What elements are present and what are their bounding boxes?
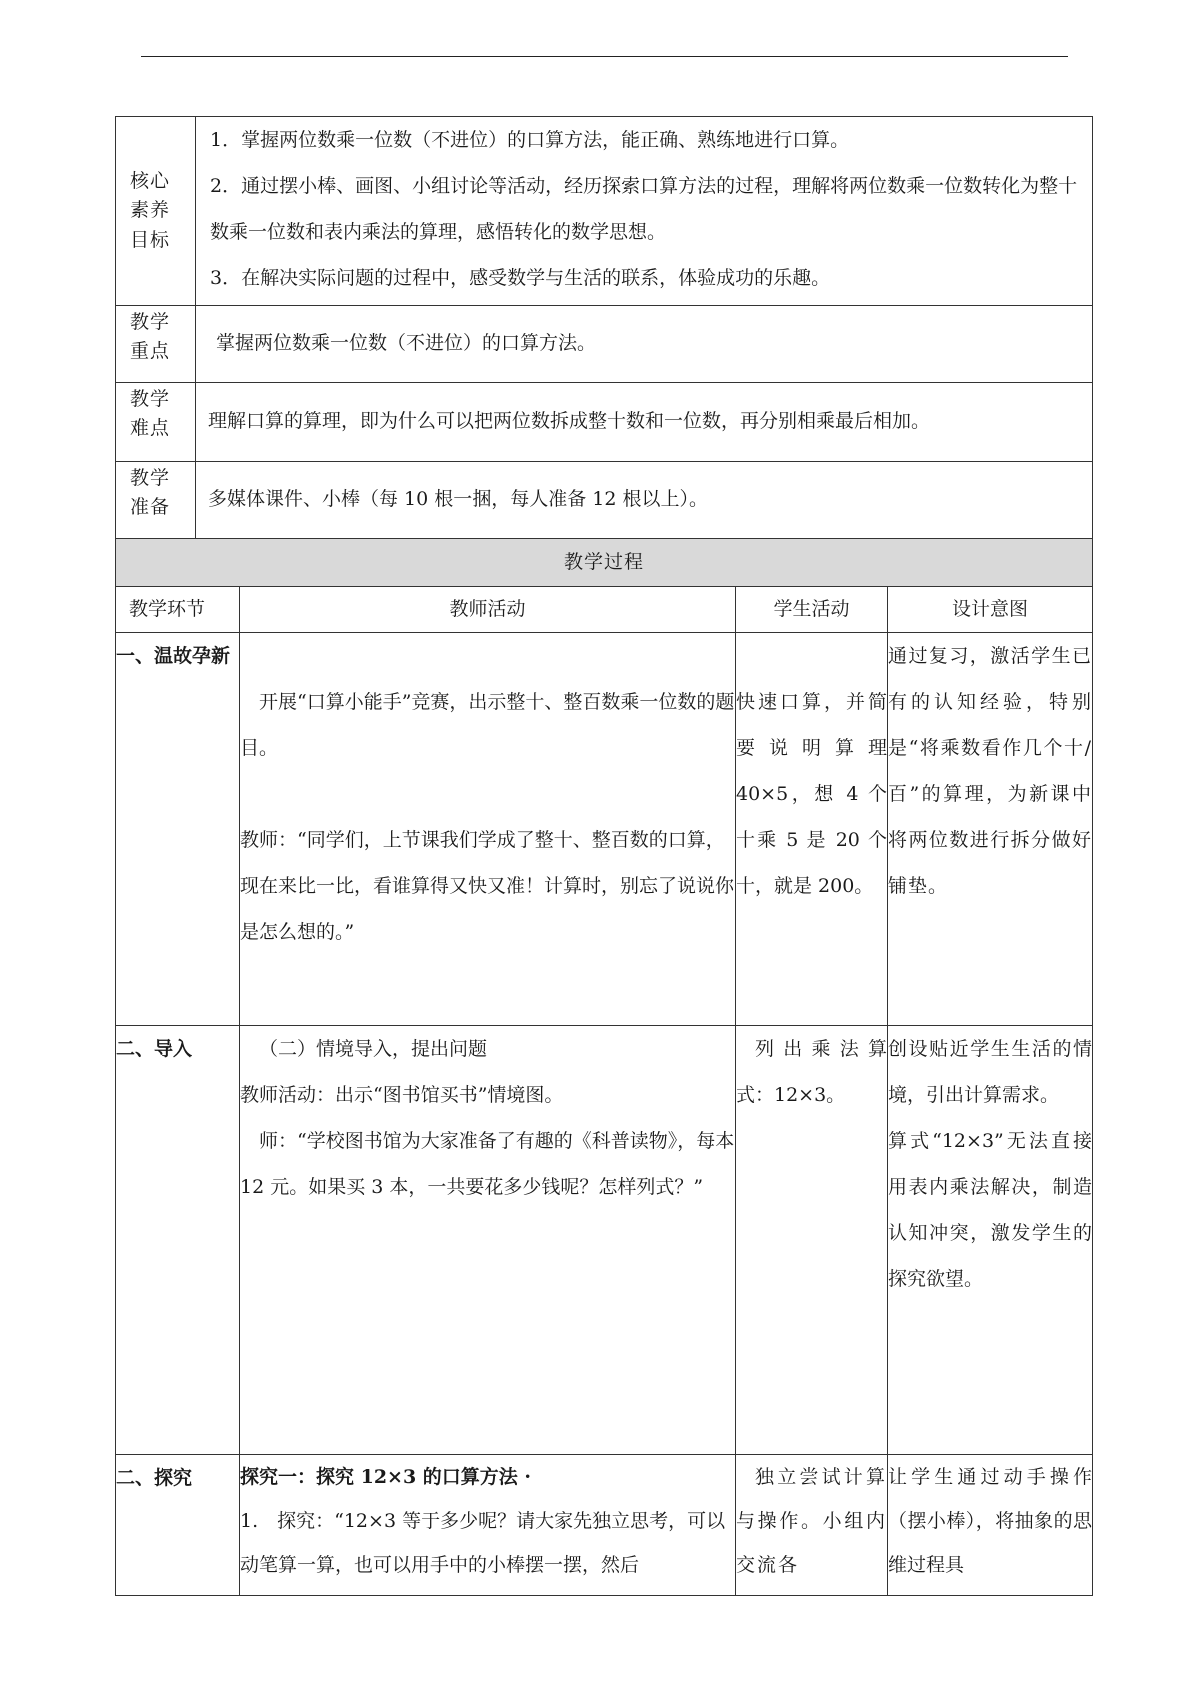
core-goals-content (196, 117, 1093, 306)
stage-cell: 二、导入 (116, 1026, 240, 1455)
preparation-text: 多媒体课件、小棒（每 10 根一捆，每人准备 12 根以上）。 (196, 462, 1093, 539)
header-rule (141, 56, 1068, 57)
teacher-paragraph: 师：“学校图书馆为大家准备了有趣的《科普读物》，每本 12 元。如果买 3 本，一共要花多少钱呢？怎样列式？” (240, 1130, 735, 1198)
teacher-paragraph: 开展“口算小能手”竞赛，出示整十、整百数乘一位数的题目。 (240, 691, 735, 759)
teacher-paragraph: （二）情境导入，提出问题 (259, 1038, 488, 1060)
key-point-label: 教学 重点 (116, 306, 196, 383)
student-cell: 快速口算，并简要说明算理 40×5，想 4 个十乘 5 是 20 个十，就是 200。 (736, 633, 888, 1026)
process-row (116, 1026, 1093, 1455)
goal-item: 3．在解决实际问题的过程中，感受数学与生活的联系，体验成功的乐趣。 (210, 267, 831, 289)
teacher-cell (240, 633, 736, 1026)
process-title: 教学过程 (116, 539, 1093, 587)
teacher-paragraph: 教师活动：出示“图书馆买书”情境图。 (240, 1084, 564, 1106)
intent-cell: 让学生通过动手操作（摆小棒），将抽象的思维过程具 (888, 1455, 1093, 1596)
stage-cell: 二、探究 (116, 1455, 240, 1596)
difficulty-label: 教学 难点 (116, 383, 196, 462)
process-row (116, 1455, 1093, 1596)
student-cell: 列出乘法算式：12×3。 (736, 1026, 888, 1455)
teacher-paragraph: 教师：“同学们，上节课我们学成了整十、整百数的口算，现在来比一比，看谁算得又快又准！计算时，别忘了说说你是怎么想的。” (240, 829, 735, 943)
stage-cell: 一、温故孕新 (116, 633, 240, 1026)
column-student: 学生活动 (736, 587, 888, 633)
intent-cell: 通过复习，激活学生已有的认知经验，特别是“将乘数看作几个十/百”的算理，为新课中将两位数进行拆分做好铺垫。 (888, 633, 1093, 1026)
teacher-paragraph: 1. 探究：“12×3 等于多少呢？请大家先独立思考，可以动笔算一算，也可以用手中的小棒摆一摆，然后 (240, 1510, 726, 1576)
core-goals-row (116, 117, 1093, 306)
process-row (116, 633, 1093, 1026)
teacher-cell (240, 1455, 736, 1596)
intent-cell (888, 1026, 1093, 1455)
column-stage: 教学环节 (116, 587, 240, 633)
teacher-cell (240, 1026, 736, 1455)
column-teacher: 教师活动 (240, 587, 736, 633)
difficulty-text: 理解口算的算理，即为什么可以把两位数拆成整十数和一位数，再分别相乘最后相加。 (196, 383, 1093, 462)
goal-item: 2．通过摆小棒、画图、小组讨论等活动，经历探索口算方法的过程，理解将两位数乘一位数转化为整十数乘一位数和表内乘法的算理，感悟转化的数学思想。 (210, 175, 1078, 243)
column-intent: 设计意图 (888, 587, 1093, 633)
intent-paragraph: 创设贴近学生生活的情境，引出计算需求。 (888, 1038, 1093, 1106)
lesson-plan-table (115, 116, 1093, 1596)
teacher-paragraph: 探究一：探究 12×3 的口算方法 · (240, 1466, 532, 1488)
student-cell: 独立尝试计算与操作。小组内交流各 (736, 1455, 888, 1596)
preparation-label: 教学 准备 (116, 462, 196, 539)
core-goals-label: 核心 素养 目标 (116, 117, 196, 306)
process-title-row (116, 539, 1093, 587)
difficulty-row (116, 383, 1093, 462)
process-columns-row (116, 587, 1093, 633)
key-point-row (116, 306, 1093, 383)
key-point-text: 掌握两位数乘一位数（不进位）的口算方法。 (196, 306, 1093, 383)
goal-item: 1．掌握两位数乘一位数（不进位）的口算方法，能正确、熟练地进行口算。 (210, 129, 850, 151)
intent-paragraph: 算式“12×3”无法直接用表内乘法解决，制造认知冲突，激发学生的探究欲望。 (888, 1130, 1093, 1290)
paragraph-gap (240, 771, 735, 817)
preparation-row (116, 462, 1093, 539)
